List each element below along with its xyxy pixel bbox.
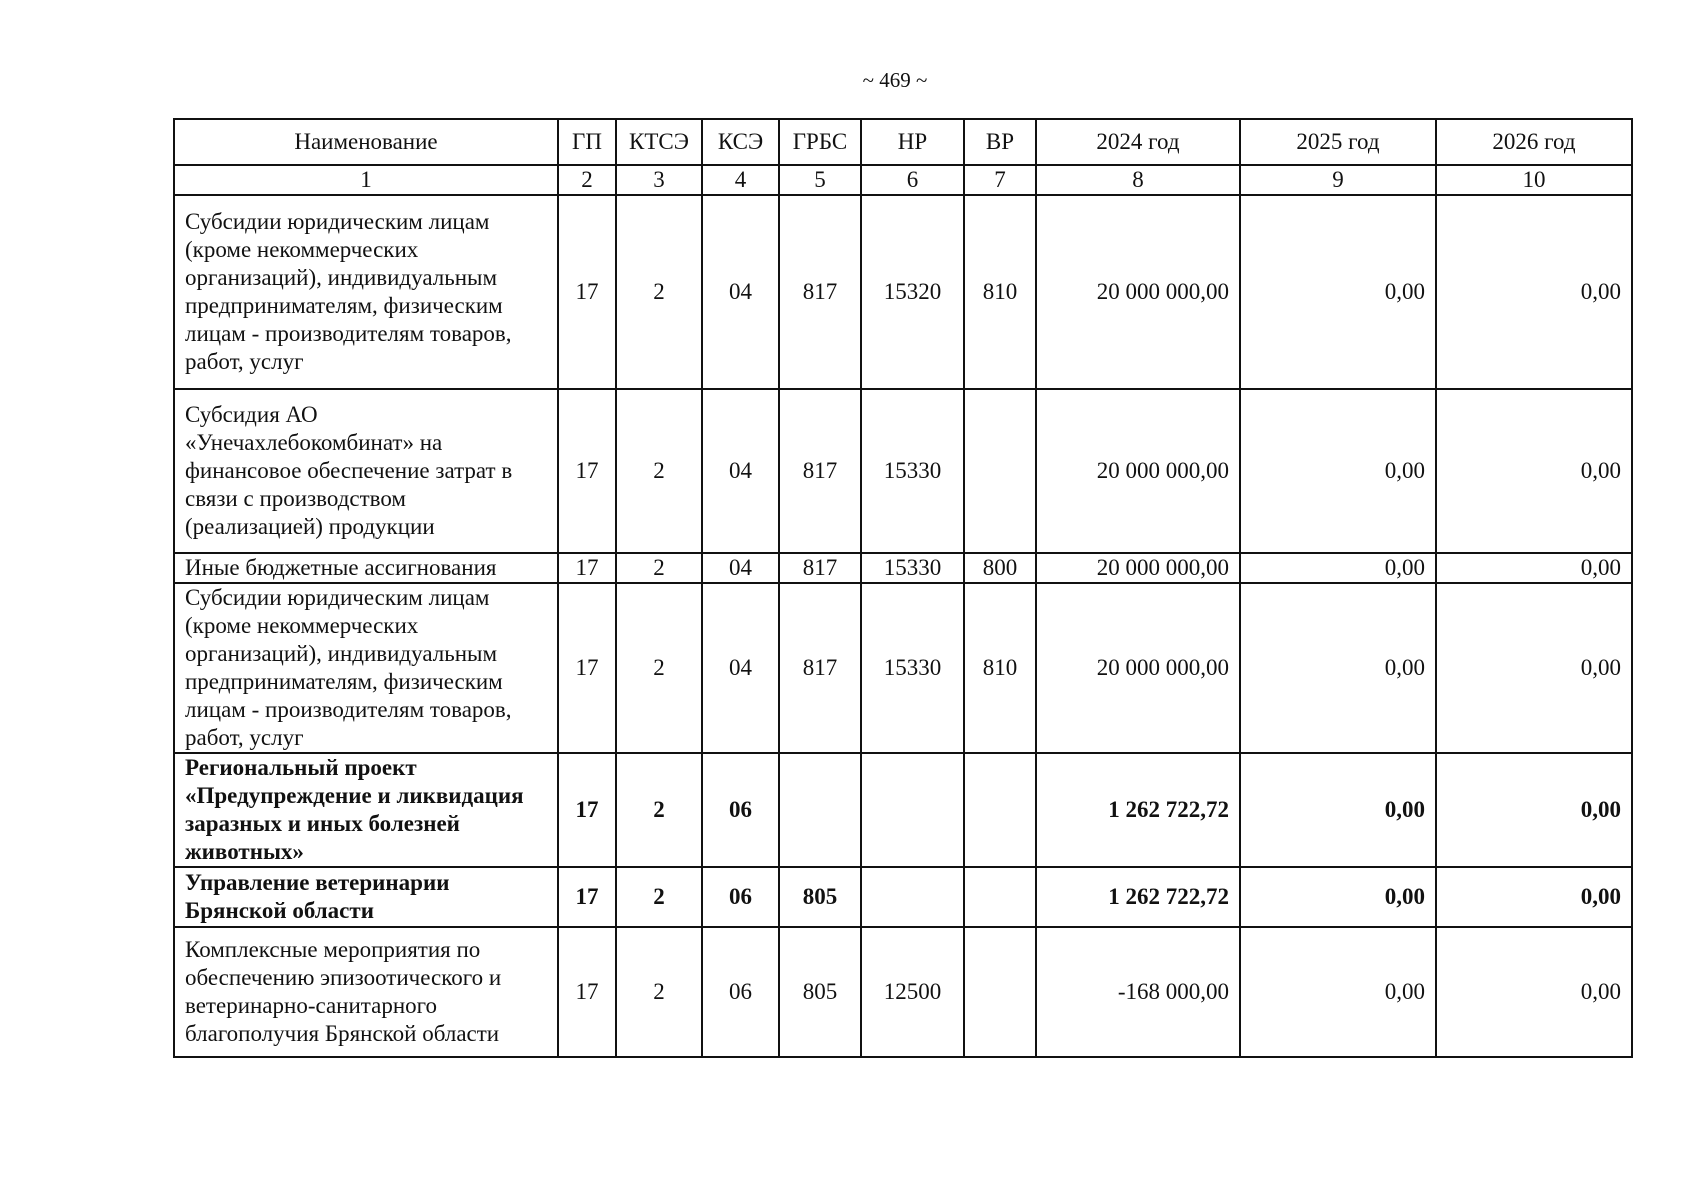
header-nr: НР <box>861 119 964 165</box>
cell-gp: 17 <box>558 553 616 583</box>
column-index: 1 <box>174 165 558 195</box>
cell-2026: 0,00 <box>1436 927 1632 1057</box>
cell-vr <box>964 753 1036 867</box>
column-index: 9 <box>1240 165 1436 195</box>
header-name: Наименование <box>174 119 558 165</box>
cell-2024: 1 262 722,72 <box>1036 753 1240 867</box>
table-row <box>174 553 1632 583</box>
table-row <box>174 927 1632 1057</box>
row-name: Комплексные мероприятия по обеспечению эпизоотического и ветеринарно-санитарного благополучия Брянской области <box>174 927 558 1057</box>
cell-grbs <box>779 753 861 867</box>
cell-vr <box>964 927 1036 1057</box>
row-name: Иные бюджетные ассигнования <box>174 553 558 583</box>
cell-vr: 800 <box>964 553 1036 583</box>
row-name: Региональный проект «Предупреждение и ликвидация заразных и иных болезней животных» <box>174 753 558 867</box>
row-name: Управление ветеринарии Брянской области <box>174 867 558 927</box>
cell-vr <box>964 389 1036 553</box>
cell-nr <box>861 753 964 867</box>
cell-ktse: 2 <box>616 195 702 389</box>
cell-gp: 17 <box>558 753 616 867</box>
header-vr: ВР <box>964 119 1036 165</box>
cell-kse: 06 <box>702 927 779 1057</box>
column-index: 7 <box>964 165 1036 195</box>
budget-table <box>173 118 1633 1058</box>
page-number: ~ 469 ~ <box>862 68 928 92</box>
header-2024: 2024 год <box>1036 119 1240 165</box>
header-row <box>174 119 1632 165</box>
cell-2024: 1 262 722,72 <box>1036 867 1240 927</box>
cell-2024: 20 000 000,00 <box>1036 195 1240 389</box>
row-name: Субсидия АО «Унечахлебокомбинат» на финансовое обеспечение затрат в связи с производством (реализацией) продукции <box>174 389 558 553</box>
header-2026: 2026 год <box>1436 119 1632 165</box>
column-index: 6 <box>861 165 964 195</box>
cell-kse: 04 <box>702 389 779 553</box>
cell-2025: 0,00 <box>1240 867 1436 927</box>
cell-nr <box>861 867 964 927</box>
cell-gp: 17 <box>558 867 616 927</box>
row-name: Субсидии юридическим лицам (кроме некоммерческих организаций), индивидуальным предпринимателям, физическим лицам - производителям товаров, работ, услуг <box>174 195 558 389</box>
cell-gp: 17 <box>558 927 616 1057</box>
column-index: 10 <box>1436 165 1632 195</box>
cell-gp: 17 <box>558 583 616 753</box>
cell-2025: 0,00 <box>1240 195 1436 389</box>
header-grbs: ГРБС <box>779 119 861 165</box>
cell-vr: 810 <box>964 583 1036 753</box>
cell-2026: 0,00 <box>1436 389 1632 553</box>
cell-gp: 17 <box>558 389 616 553</box>
cell-kse: 06 <box>702 867 779 927</box>
table-row <box>174 389 1632 553</box>
header-ktse: КТСЭ <box>616 119 702 165</box>
cell-grbs: 805 <box>779 927 861 1057</box>
cell-ktse: 2 <box>616 553 702 583</box>
cell-gp: 17 <box>558 195 616 389</box>
cell-nr: 15330 <box>861 583 964 753</box>
cell-vr <box>964 867 1036 927</box>
column-index: 3 <box>616 165 702 195</box>
cell-grbs: 817 <box>779 553 861 583</box>
header-gp: ГП <box>558 119 616 165</box>
cell-nr: 15320 <box>861 195 964 389</box>
cell-2026: 0,00 <box>1436 195 1632 389</box>
cell-2025: 0,00 <box>1240 553 1436 583</box>
cell-ktse: 2 <box>616 389 702 553</box>
column-index-row <box>174 165 1632 195</box>
cell-2024: 20 000 000,00 <box>1036 553 1240 583</box>
cell-2026: 0,00 <box>1436 583 1632 753</box>
table-row <box>174 867 1632 927</box>
cell-kse: 06 <box>702 753 779 867</box>
table-row <box>174 583 1632 753</box>
column-index: 8 <box>1036 165 1240 195</box>
cell-kse: 04 <box>702 553 779 583</box>
cell-2025: 0,00 <box>1240 753 1436 867</box>
cell-vr: 810 <box>964 195 1036 389</box>
cell-nr: 15330 <box>861 389 964 553</box>
header-kse: КСЭ <box>702 119 779 165</box>
cell-2025: 0,00 <box>1240 583 1436 753</box>
cell-kse: 04 <box>702 583 779 753</box>
cell-ktse: 2 <box>616 867 702 927</box>
cell-nr: 15330 <box>861 553 964 583</box>
header-2025: 2025 год <box>1240 119 1436 165</box>
cell-2024: -168 000,00 <box>1036 927 1240 1057</box>
cell-kse: 04 <box>702 195 779 389</box>
cell-2024: 20 000 000,00 <box>1036 583 1240 753</box>
cell-2024: 20 000 000,00 <box>1036 389 1240 553</box>
cell-nr: 12500 <box>861 927 964 1057</box>
cell-2025: 0,00 <box>1240 927 1436 1057</box>
cell-grbs: 817 <box>779 195 861 389</box>
cell-2026: 0,00 <box>1436 753 1632 867</box>
cell-2026: 0,00 <box>1436 867 1632 927</box>
cell-grbs: 817 <box>779 583 861 753</box>
cell-ktse: 2 <box>616 583 702 753</box>
table-row <box>174 753 1632 867</box>
column-index: 4 <box>702 165 779 195</box>
cell-ktse: 2 <box>616 927 702 1057</box>
column-index: 2 <box>558 165 616 195</box>
table-row <box>174 195 1632 389</box>
cell-ktse: 2 <box>616 753 702 867</box>
row-name: Субсидии юридическим лицам (кроме некоммерческих организаций), индивидуальным предпринимателям, физическим лицам - производителям товаров, работ, услуг <box>174 583 558 753</box>
cell-grbs: 805 <box>779 867 861 927</box>
cell-2026: 0,00 <box>1436 553 1632 583</box>
cell-grbs: 817 <box>779 389 861 553</box>
column-index: 5 <box>779 165 861 195</box>
cell-2025: 0,00 <box>1240 389 1436 553</box>
